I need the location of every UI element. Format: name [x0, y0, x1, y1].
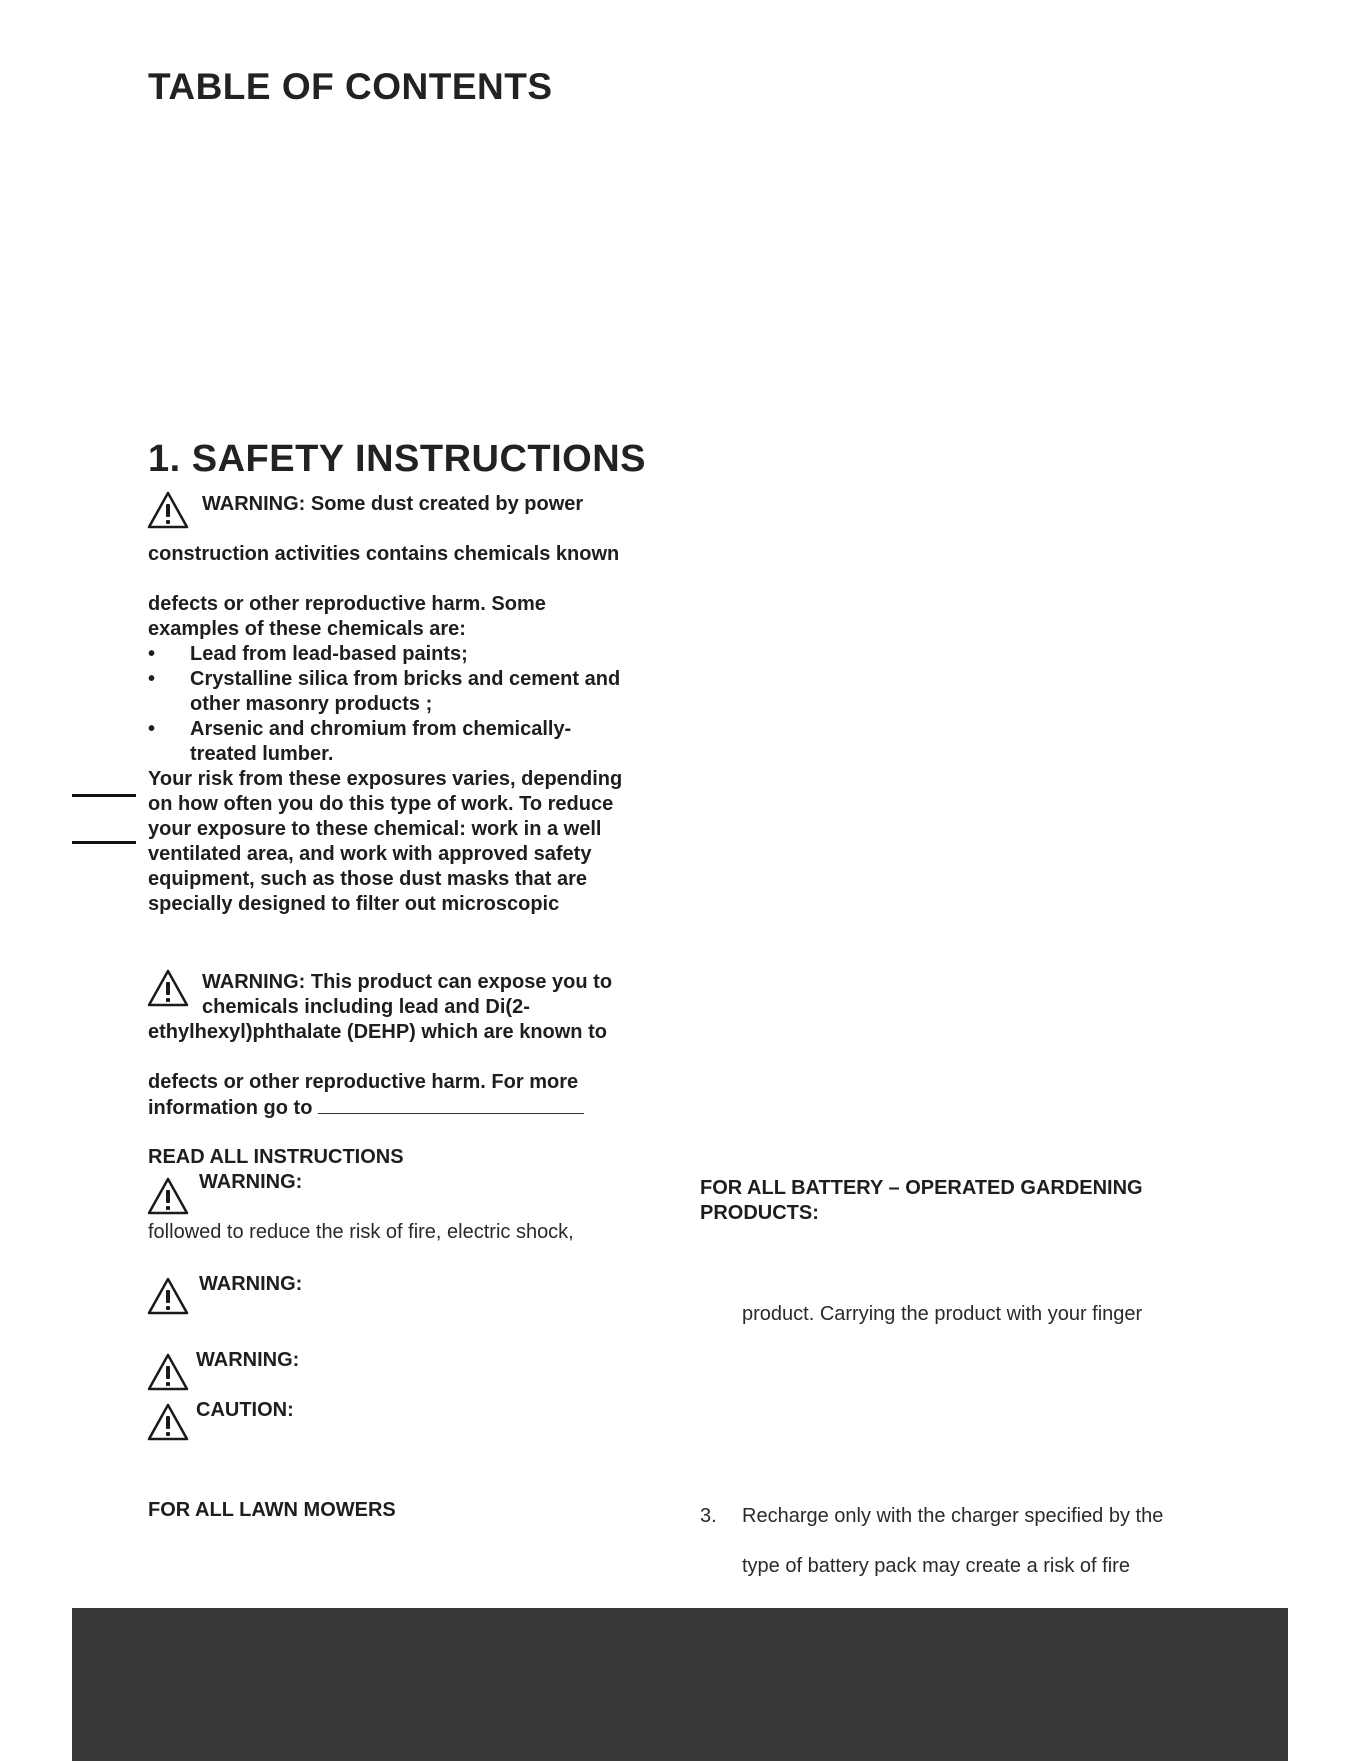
- warning2-line1: WARNING: This product can expose you to: [202, 971, 613, 993]
- risk-line: equipment, such as those dust masks that are: [148, 868, 588, 890]
- bullet-icon: •: [148, 718, 156, 740]
- bullet-text: Arsenic and chromium from chemically-treated lumber.: [190, 718, 572, 765]
- list-item: [148, 667, 668, 717]
- battery-heading: FOR ALL BATTERY – OPERATED GARDENING: [700, 1177, 1143, 1199]
- warning1-line3: defects or other reproductive harm. Some: [148, 593, 546, 615]
- warning-triangle-icon: [146, 968, 190, 1008]
- warning5-label: WARNING:: [196, 1349, 300, 1371]
- caution-triangle-icon: [146, 1402, 190, 1442]
- warning1-heading: WARNING: Some dust created by power: [202, 493, 584, 515]
- risk-line: your exposure to these chemical: work in a well: [148, 818, 602, 840]
- list-item: [148, 717, 668, 767]
- list-item: [148, 642, 668, 667]
- toc-title: TABLE OF CONTENTS: [148, 66, 553, 107]
- warning2-line3: ethylhexyl)phthalate (DEHP) which are known to: [148, 1021, 607, 1043]
- bullet-text: Lead from lead-based paints;: [190, 643, 468, 665]
- margin-mark: [72, 794, 136, 797]
- risk-line: specially designed to filter out microscopic: [148, 893, 560, 915]
- lawn-mowers-heading: FOR ALL LAWN MOWERS: [148, 1499, 396, 1521]
- warning3-label: WARNING:: [199, 1171, 303, 1193]
- caution-label: CAUTION:: [196, 1399, 294, 1421]
- warning2-line4: defects or other reproductive harm. For more: [148, 1071, 579, 1093]
- bullet-icon: •: [148, 668, 156, 690]
- blank-line: [318, 1095, 584, 1114]
- section-title: 1. SAFETY INSTRUCTIONS: [148, 438, 647, 480]
- item3-line1: Recharge only with the charger specified by the: [742, 1505, 1164, 1527]
- bullet-text: Crystalline silica from bricks and cement and other masonry products ;: [190, 668, 621, 715]
- info-text: information go to: [148, 1097, 313, 1119]
- carry-text: product. Carrying the product with your finger: [742, 1303, 1143, 1325]
- footer-band: [72, 1608, 1288, 1761]
- warning-triangle-icon: [146, 1176, 190, 1216]
- warning1-line2: construction activities contains chemicals known: [148, 543, 620, 565]
- bullet-icon: •: [148, 643, 156, 665]
- warning3-text: followed to reduce the risk of fire, electric shock,: [148, 1221, 574, 1243]
- margin-mark: [72, 841, 136, 844]
- risk-line: Your risk from these exposures varies, depending: [148, 768, 623, 790]
- warning4-label: WARNING:: [199, 1273, 303, 1295]
- warning2-line2: chemicals including lead and Di(2-: [202, 996, 530, 1018]
- warning-triangle-icon: [146, 1352, 190, 1392]
- item3-line2: type of battery pack may create a risk of fire: [742, 1555, 1130, 1577]
- item3-number: 3.: [700, 1505, 717, 1527]
- warning1-line4: examples of these chemicals are:: [148, 618, 466, 640]
- read-all-heading: READ ALL INSTRUCTIONS: [148, 1146, 404, 1168]
- warning2-line5: [148, 1095, 584, 1121]
- risk-line: ventilated area, and work with approved safety: [148, 843, 592, 865]
- battery-heading-cont: PRODUCTS:: [700, 1202, 819, 1224]
- warning-triangle-icon: [146, 1276, 190, 1316]
- warning-triangle-icon: [146, 490, 190, 530]
- risk-line: on how often you do this type of work. To reduce: [148, 793, 614, 815]
